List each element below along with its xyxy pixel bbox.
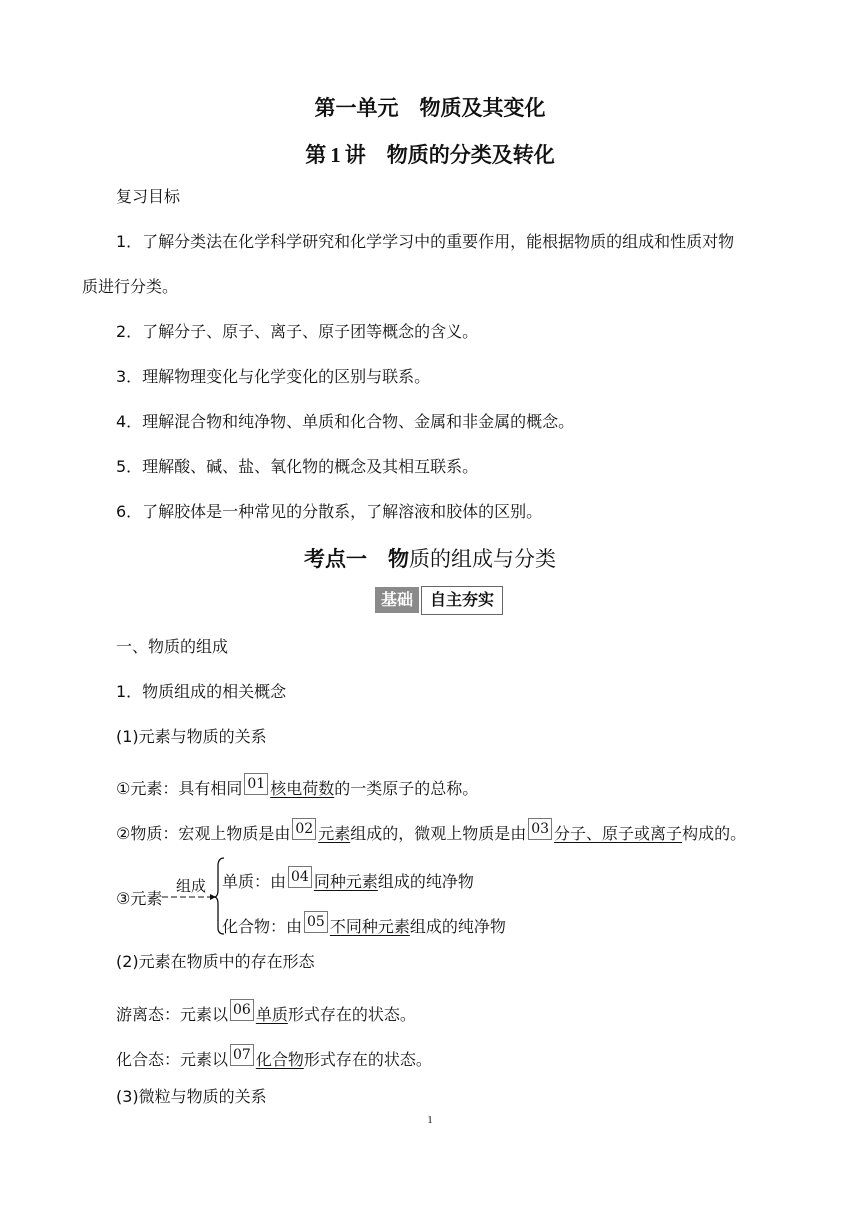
goal-item-4: 4．理解混合物和纯净物、单质和化合物、金属和非金属的概念。 — [116, 412, 575, 431]
badge-basic: 基础 — [375, 587, 419, 613]
heading-concepts: 1．物质组成的相关概念 — [116, 682, 287, 701]
heading-particles: (3)微粒与物质的关系 — [116, 1087, 267, 1106]
badge-self-study: 自主夯实 — [421, 586, 503, 615]
text: 化合物：由 — [222, 917, 303, 936]
blank-number: 07 — [230, 1044, 254, 1066]
text: 单质：由 — [222, 872, 287, 891]
section-title — [0, 543, 860, 573]
brace-arrow-diagram — [160, 856, 226, 936]
section-title-bold: 考点一 物 — [304, 547, 409, 571]
goal-item-5: 5．理解酸、碱、盐、氧化物的概念及其相互联系。 — [116, 457, 479, 476]
text: ①元素：具有相同 — [116, 779, 243, 798]
blank-number: 04 — [288, 866, 312, 888]
line-free-state — [116, 999, 416, 1025]
answer: 化合物 — [255, 1050, 304, 1069]
lesson-title-post: 讲 物质的分类及转化 — [344, 143, 555, 167]
text: 形式存在的状态。 — [303, 1050, 432, 1069]
text: 化合态：元素以 — [116, 1050, 229, 1069]
text: 的一类原子的总称。 — [334, 779, 479, 798]
goal-item-2: 2．了解分子、原子、离子、原子团等概念的含义。 — [116, 322, 479, 341]
goal-item-3: 3．理解物理变化与化学变化的区别与联系。 — [116, 367, 431, 386]
blank-number: 01 — [244, 773, 268, 795]
section-title-rest: 质的组成与分类 — [409, 547, 556, 571]
lesson-number: 1 — [330, 143, 341, 167]
unit-title: 第一单元 物质及其变化 — [314, 96, 546, 120]
section-badge — [375, 586, 503, 616]
blank-number: 05 — [304, 911, 328, 933]
blank-number: 06 — [230, 999, 254, 1021]
goal-item-1a: 1．了解分类法在化学科学研究和化学学习中的重要作用，能根据物质的组成和性质对物 — [116, 232, 735, 251]
blank-number: 02 — [292, 818, 316, 840]
answer: 核电荷数 — [270, 779, 335, 798]
text: 构成的。 — [682, 824, 747, 843]
lesson-title — [0, 139, 860, 169]
goal-item-1b: 质进行分类。 — [82, 277, 179, 296]
answer: 元素 — [318, 824, 351, 843]
line-combined-state — [116, 1044, 432, 1070]
blank-number: 03 — [528, 818, 552, 840]
element-label: ③元素 — [116, 889, 163, 908]
answer: 同种元素 — [313, 872, 378, 891]
answer: 单质 — [255, 1005, 288, 1024]
heading-composition: 一、物质的组成 — [116, 637, 229, 656]
line-matter-def — [116, 818, 746, 844]
text: 组成的纯净物 — [409, 917, 506, 936]
text: 组成的纯净物 — [377, 872, 474, 891]
page-number: 1 — [427, 1114, 433, 1126]
text: 组成的，微观上物质是由 — [350, 824, 527, 843]
text: ②物质：宏观上物质是由 — [116, 824, 291, 843]
heading-existence-forms: (2)元素在物质中的存在形态 — [116, 952, 315, 971]
line-element-def — [116, 773, 478, 799]
text: 游离态：元素以 — [116, 1005, 229, 1024]
text: 形式存在的状态。 — [287, 1005, 416, 1024]
answer: 不同种元素 — [329, 917, 410, 936]
heading-element-matter: (1)元素与物质的关系 — [116, 727, 267, 746]
line-compound — [222, 911, 506, 937]
answer: 分子、原子或离子 — [554, 824, 683, 843]
goals-heading: 复习目标 — [116, 187, 181, 206]
goal-item-6: 6．了解胶体是一种常见的分散系，了解溶液和胶体的区别。 — [116, 502, 543, 521]
lesson-title-pre: 第 — [305, 143, 327, 167]
arrow-label-compose: 组成 — [176, 877, 207, 895]
line-simple-substance — [222, 866, 474, 892]
